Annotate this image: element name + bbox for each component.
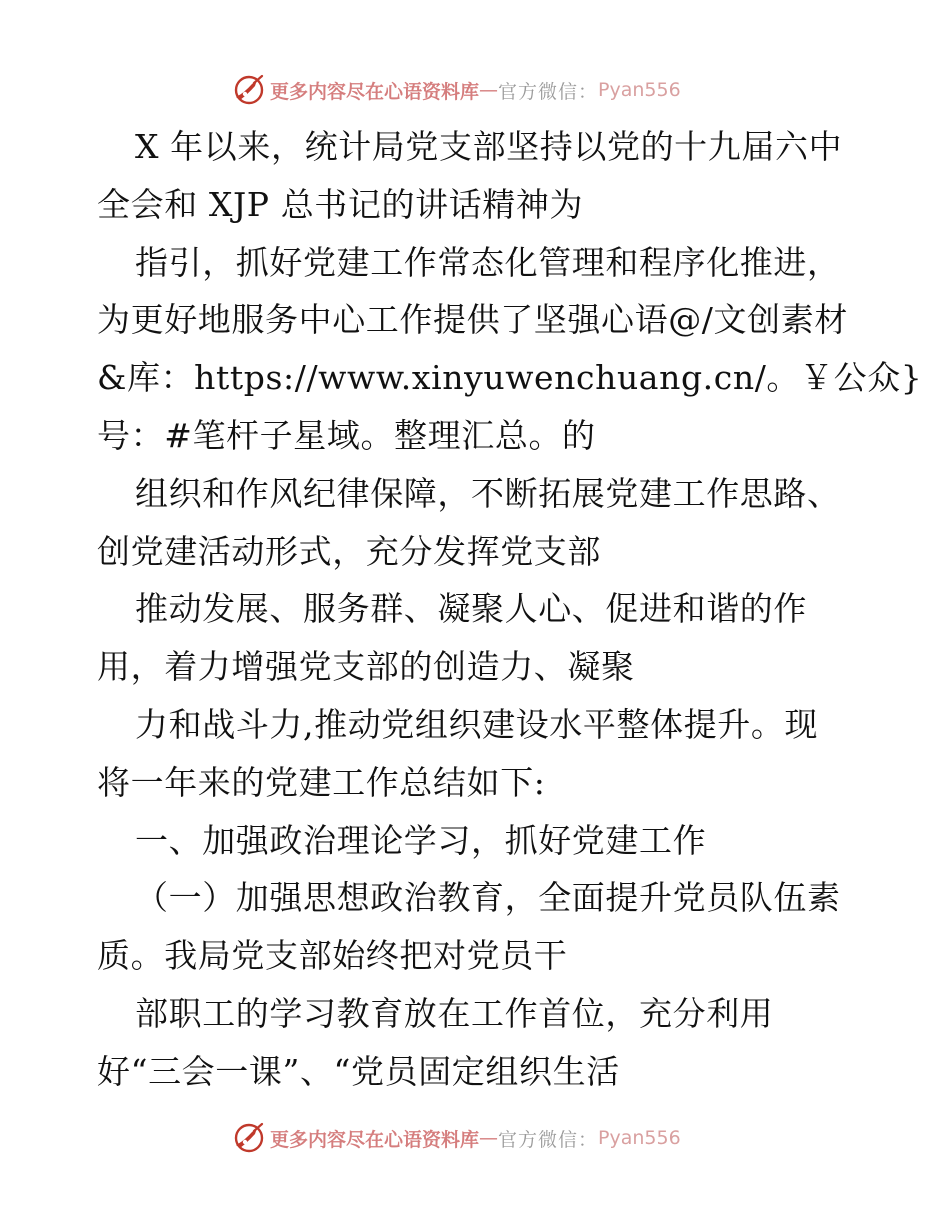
watermark-label: 官方微信： [498,1128,599,1151]
text-line: 为更好地服务中心工作提供了坚强心语@/文创素材 [97,300,848,340]
watermark-account: Pyan556 [598,1127,681,1149]
watermark-account: Pyan556 [598,79,681,101]
text-line: 部职工的学习教育放在工作首位，充分利用 [135,993,774,1033]
watermark-separator: — [479,79,499,101]
watermark-banner-bottom [232,1120,681,1156]
watermark-label: 官方微信： [498,80,599,103]
text-line: X 年以来，统计局党支部坚持以党的十九届六中 [135,127,843,166]
text-line: 组织和作风纪律保障，不断拓展党建工作思路、 [135,473,841,513]
text-line: 推动发展、服务群、凝聚人心、促进和谐的作 [135,589,807,629]
document-body [97,118,923,1101]
text-line: 指引，抓好党建工作常态化管理和程序化推进， [135,242,841,282]
text-line: （一）加强思想政治教育，全面提升党员队伍素 [135,878,841,918]
text-line: 好“三会一课”、“党员固定组织生活 [97,1051,620,1091]
text-line: 号：#笔杆子星域。整理汇总。的 [97,415,596,455]
pen-nib-circle-icon [232,1121,266,1155]
text-line: 用，着力增强党支部的创造力、凝聚 [97,647,635,687]
text-line: 全会和 XJP 总书记的讲话精神为 [97,184,584,224]
text-line: 将一年来的党建工作总结如下: [97,762,546,802]
text-line: 力和战斗力,推动党组织建设水平整体提升。现 [135,704,819,744]
text-line: 质。我局党支部始终把对党员干 [97,936,568,976]
watermark-main-text: 更多内容尽在心语资料库 [270,1128,480,1151]
text-line: &库：https://www.xinyuwenchuang.cn/。￥公众} [97,358,923,398]
text-line: 一、加强政治理论学习，抓好党建工作 [135,820,707,860]
watermark-main-text: 更多内容尽在心语资料库 [270,80,480,103]
watermark-banner-top [232,72,681,108]
pen-nib-circle-icon [232,73,266,107]
text-line: 创党建活动形式，充分发挥党支部 [97,531,601,571]
watermark-separator: — [479,1127,499,1149]
